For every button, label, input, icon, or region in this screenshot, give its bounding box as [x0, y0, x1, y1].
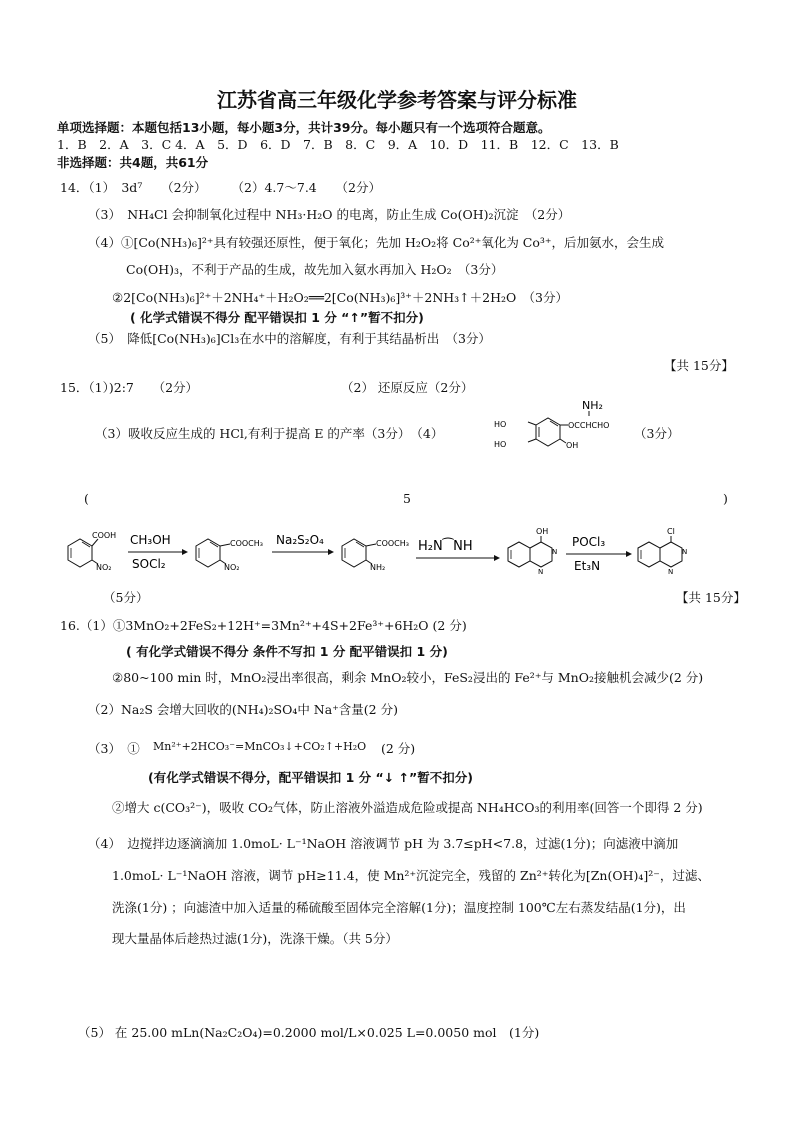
- q14-line-3: （4）①[Co(NH₃)₆]²⁺具有较强还原性，便于氧化；先加 H₂O₂将 Co²⁺氧化为 Co³⁺，后加氨水，会生成: [88, 235, 665, 250]
- choice-answers: 1．B 2．A 3．C 4．A 5．D 6．D 7．B 8．C 9．A 10．D 11．B 12．C 13．B: [57, 137, 619, 152]
- rx-n-label-4: N: [668, 568, 674, 576]
- rx-cooh-label: COOH: [92, 531, 117, 540]
- q15-paren-close: ): [723, 491, 728, 506]
- q16-line-1: 16.（1）①3MnO₂+2FeS₂+12H⁺=3Mn²⁺+4S+2Fe³⁺+6H₂O (2 分): [60, 618, 467, 633]
- q14-line-2: （3） NH₄Cl 会抑制氧化过程中 NH₃·H₂O 的电离，防止生成 Co(OH)₂沉淀 （2分）: [88, 207, 571, 222]
- q15-line-2b: （3分）: [634, 426, 680, 441]
- section-header-nonchoice: 非选择题：共4题，共61分: [57, 155, 209, 170]
- q14-line-5: ②2[Co(NH₃)₆]²⁺＋2NH₄⁺＋H₂O₂══2[Co(NH₃)₆]³⁺＋2NH₃↑＋2H₂O （3分）: [112, 290, 568, 305]
- mol-ho-label-1: HO: [494, 420, 507, 429]
- rx-n-label-2: N: [538, 568, 544, 576]
- q15-route-score: （5分）: [103, 590, 149, 605]
- rx-cl-label: Cl: [667, 527, 675, 536]
- rx-nh2-label: NH₂: [370, 563, 386, 572]
- q15-total: 【共 15分】: [676, 590, 746, 605]
- q14-line-1: 14．（1） 3d⁷ （2分） （2）4.7～7.4 （2分）: [60, 180, 381, 195]
- rx-reagent-3-top: H₂N⁀NH: [418, 539, 473, 554]
- q14-note: ( 化学式错误不得分 配平错误扣 1 分 “↑”暂不扣分): [130, 310, 424, 325]
- rx-oh-label: OH: [536, 527, 549, 536]
- rx-reagent-2-top: Na₂S₂O₄: [276, 533, 324, 547]
- rx-reagent-4-bottom: Et₃N: [574, 559, 601, 573]
- q16-note-2: (有化学式错误不得分，配平错误扣 1 分 “↓ ↑”暂不扣分): [148, 770, 473, 785]
- q14-line-7: （5） 降低[Co(NH₃)₆]Cl₃在水中的溶解度，有利于其结晶析出 （3分）: [88, 331, 491, 346]
- q15-line-1a: 15．（1）)2:7 （2分）: [60, 380, 199, 395]
- rx-cooch3-label-1: COOCH₃: [230, 539, 263, 548]
- q16-line-10: 洗涤(1分) ；向滤渣中加入适量的稀硫酸至固体完全溶解(1分)；温度控制 100℃左右蒸发结晶(1分)，出: [112, 900, 686, 915]
- q15-line-1b: （2） 还原反应（2分）: [341, 380, 474, 395]
- rx-reagent-4-top: POCl₃: [572, 535, 606, 549]
- q16-line-8: （4） 边搅拌边逐滴滴加 1.0moL· L⁻¹NaOH 溶液调节 pH 为 3.7≤pH<7.8，过滤(1分)；向滤液中滴加: [88, 836, 679, 851]
- rx-n-label-1: N: [552, 548, 558, 556]
- page-title: 江苏省高三年级化学参考答案与评分标准: [217, 88, 577, 112]
- q14-total: 【共 15分】: [664, 358, 734, 373]
- q14-line-4: Co(OH)₃，不利于产品的生成，故先加入氨水再加入 H₂O₂ （3分）: [126, 262, 504, 277]
- q16-line-4: （2）Na₂S 会增大回收的(NH₄)₂SO₄中 Na⁺含量(2 分): [88, 702, 398, 717]
- rx-cooch3-label-2: COOCH₃: [376, 539, 409, 548]
- rx-reagent-1-bottom: SOCl₂: [132, 557, 166, 571]
- q15-paren-open: (: [84, 491, 89, 506]
- q16-line-9: 1.0moL· L⁻¹NaOH 溶液，调节 pH≥11.4，使 Mn²⁺沉淀完全，残留的 Zn²⁺转化为[Zn(OH)₄]²⁻，过滤、: [112, 868, 710, 883]
- rx-no2-label-1: NO₂: [96, 563, 112, 572]
- q15-line-2a: （3）吸收反应生成的 HCl,有利于提高 E 的产率（3分） （4）: [95, 426, 444, 441]
- mol-chain-label: OCCHCHO: [568, 421, 610, 430]
- rx-n-label-3: N: [682, 548, 688, 556]
- mol-oh-label: OH: [566, 441, 579, 450]
- product-structure: [488, 400, 648, 466]
- q16-line-3: ②80~100 min 时，MnO₂浸出率很高，剩余 MnO₂较小，FeS₂浸出的 Fe²⁺与 MnO₂接触机会减少(2 分): [112, 670, 704, 685]
- q16-line-5a: （3） ①: [88, 741, 140, 756]
- mol-ho-label-2: HO: [494, 440, 507, 449]
- synthesis-route: [58, 524, 748, 584]
- section-header-choice: 单项选择题：本题包括13小题，每小题3分，共计39分。每小题只有一个选项符合题意。: [57, 120, 551, 135]
- q16-line-11: 现大量晶体后趁热过滤(1分)，洗涤干燥。（共 5分）: [112, 931, 398, 946]
- q15-sub-number: 5: [403, 491, 411, 506]
- rx-reagent-1-top: CH₃OH: [130, 533, 171, 547]
- mol-nh2-label: NH₂: [582, 400, 603, 412]
- q16-equation: Mn²⁺+2HCO₃⁻=MnCO₃↓+CO₂↑+H₂O: [153, 740, 367, 753]
- q16-line-5c: (2 分): [381, 741, 416, 756]
- q16-line-7: ②增大 c(CO₃²⁻)，吸收 CO₂气体，防止溶液外溢造成危险或提高 NH₄HCO₃的利用率(回答一个即得 2 分): [112, 800, 703, 815]
- q16-line-12: （5） 在 25.00 mLn(Na₂C₂O₄)=0.2000 mol/L×0.025 L=0.0050 mol (1分): [78, 1025, 540, 1040]
- rx-no2-label-2: NO₂: [224, 563, 240, 572]
- q16-note-1: ( 有化学式错误不得分 条件不写扣 1 分 配平错误扣 1 分): [126, 644, 448, 659]
